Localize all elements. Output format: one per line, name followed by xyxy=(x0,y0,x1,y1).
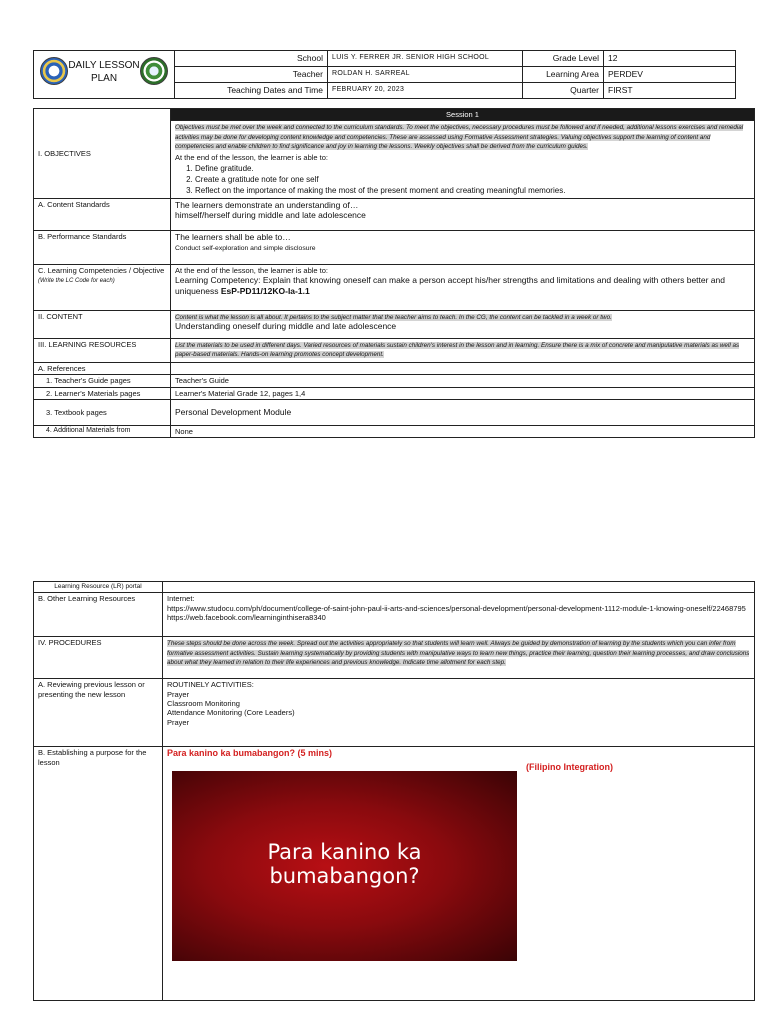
routine-item: Classroom Monitoring xyxy=(167,698,240,708)
objectives-note: Objectives must be met over the week and connected to the curriculum standards. To meet the objectives, necessary procedures must be followed and if needed, additional lessons exercises and remedial activities may be done for developing content knowledge and competencies. These are assessed using Formative Assessment strategies. Valuing objectives support the learning of content and competencies and enable children to find significance and joy in learning the lessons. Weekly objectives shall be derived from the curriculum guides. xyxy=(175,124,744,151)
purpose-label: B. Establishing a purpose for the lesson xyxy=(34,747,163,1001)
content-note: Content is what the lesson is all about. It pertains to the subject matter that the teacher aims to teach. In the CG, the content can be tackled in a week or two. xyxy=(175,313,612,321)
dates-value: FEBRUARY 20, 2023 xyxy=(328,83,523,99)
competencies-code: EsP-PD11/12KO-Ia-1.1 xyxy=(220,285,310,296)
references-label: A. References xyxy=(34,362,171,374)
brand-title xyxy=(68,60,140,85)
routinely-title: ROUTINELY ACTIVITIES: xyxy=(167,680,254,690)
additional-materials-label: 4. Additional Materials from xyxy=(34,425,171,437)
competencies-label-note: (Write the LC Code for each) xyxy=(38,278,115,285)
review-label: A. Reviewing previous lesson or presenting the new lesson xyxy=(34,679,163,747)
resources-note: List the materials to be used in different days. Varied resources of materials sustain children's interest in the lesson and in learning. Ensure there is a mix of concrete and manipulative materials as well as paper-based materials. Hands-on learning promotes concept development. xyxy=(175,341,740,359)
objectives-label: I. OBJECTIVES xyxy=(34,109,171,199)
performance-standards-line1: The learners shall be able to… xyxy=(175,231,291,242)
additional-materials-value: None xyxy=(171,425,755,437)
slide-image-text xyxy=(172,841,517,888)
textbook-label: 3. Textbook pages xyxy=(34,399,171,425)
objectives-intro: At the end of the lesson, the learner is able to: xyxy=(175,153,329,163)
objective-item: 3. Reflect on the importance of making the most of the present moment and creating meaningful memories. xyxy=(195,186,750,197)
content-cell xyxy=(171,310,755,338)
competencies-text-block xyxy=(175,275,750,296)
competencies-cell xyxy=(171,264,755,310)
textbook-value: Personal Development Module xyxy=(171,399,755,425)
other-resources-cell xyxy=(163,593,755,637)
competencies-intro: At the end of the lesson, the learner is able to: xyxy=(175,265,329,275)
teachers-guide-label: 1. Teacher's Guide pages xyxy=(34,375,171,387)
school-label: School xyxy=(175,51,328,67)
content-standards-line1: The learners demonstrate an understanding of… xyxy=(175,199,359,210)
slide-image xyxy=(172,771,517,961)
other-resources-label: B. Other Learning Resources xyxy=(34,593,163,637)
lr-portal-value xyxy=(163,582,755,593)
quarter-value: FIRST xyxy=(604,83,736,99)
procedures-cell xyxy=(163,637,755,679)
dates-label: Teaching Dates and Time xyxy=(175,83,328,99)
header-table xyxy=(33,50,736,99)
brand-line1: DAILY LESSON xyxy=(68,60,140,71)
performance-standards-label: B. Performance Standards xyxy=(34,230,171,264)
grade-label: Grade Level xyxy=(523,51,604,67)
competencies-label-cell xyxy=(34,264,171,310)
content-standards-label: A. Content Standards xyxy=(34,198,171,230)
learners-materials-value: Learner's Material Grade 12, pages 1,4 xyxy=(171,387,755,399)
content-label: II. CONTENT xyxy=(34,310,171,338)
quarter-label: Quarter xyxy=(523,83,604,99)
studocu-link[interactable]: https://www.studocu.com/ph/document/college-of-saint-john-paul-ii-arts-and-sciences/personal-development/personal-development-1112-module-1-knowing-oneself/22468795 xyxy=(167,603,746,613)
routine-item: Prayer xyxy=(167,689,190,699)
resources-cell xyxy=(171,338,755,362)
logo-cell xyxy=(34,51,175,99)
area-label: Learning Area xyxy=(523,67,604,83)
content-standards-cell xyxy=(171,198,755,230)
procedures-label: IV. PROCEDURES xyxy=(34,637,163,679)
slide-image-line2: bumabangon? xyxy=(269,863,420,888)
objective-item: 2. Create a gratitude note for one self xyxy=(195,175,750,186)
resources-label: III. LEARNING RESOURCES xyxy=(34,338,171,362)
lesson-table-page1 xyxy=(33,108,755,438)
lr-portal-label: Learning Resource (LR) portal xyxy=(34,582,163,593)
slide-image-line1: Para kanino ka xyxy=(267,840,422,864)
competencies-label: C. Learning Competencies / Objective xyxy=(38,265,165,275)
deped-seal-icon xyxy=(40,57,68,85)
competencies-text: Learning Competency: Explain that knowing oneself can make a person accept his/her strengths and limitations and dealing with others better and uniqueness xyxy=(175,275,725,296)
teachers-guide-value: Teacher's Guide xyxy=(171,375,755,387)
objective-item: 1. Define gratitude. xyxy=(195,164,750,175)
teacher-label: Teacher xyxy=(175,67,328,83)
procedures-note: These steps should be done across the week. Spread out the activities appropriately so that students will learn well. Always be guided by demonstration of learning by the students which you can infer from formative assessment activities. Sustain learning systematically by providing students with manipulative ways to learn new things, practice their learning, question their learning processes, and draw conclusions about what they learned in relation to their life experiences and previous knowledge. Indicate time allotment for each step. xyxy=(167,640,750,667)
school-value: LUIS Y. FERRER JR. SENIOR HIGH SCHOOL xyxy=(328,51,523,67)
objectives-cell xyxy=(171,121,755,198)
content-text: Understanding oneself during middle and late adolescence xyxy=(175,321,397,332)
facebook-link[interactable]: https://web.facebook.com/learninginthisera8340 xyxy=(167,612,326,622)
internet-label: Internet: xyxy=(167,594,195,604)
grade-value: 12 xyxy=(604,51,736,67)
teacher-value: ROLDAN H. SARREAL xyxy=(328,67,523,83)
routine-item: Prayer xyxy=(167,717,190,727)
filipino-integration-label: (Filipino Integration) xyxy=(526,762,613,772)
learners-materials-label: 2. Learner's Materials pages xyxy=(34,387,171,399)
purpose-title: Para kanino ka bumabangon? (5 mins) xyxy=(167,748,333,759)
performance-standards-cell xyxy=(171,230,755,264)
content-standards-line2: himself/herself during middle and late adolescence xyxy=(175,210,366,221)
review-cell xyxy=(163,679,755,747)
performance-standards-line2: Conduct self-exploration and simple disclosure xyxy=(175,245,316,253)
area-value: PERDEV xyxy=(604,67,736,83)
session-header: Session 1 xyxy=(171,109,755,121)
references-empty-cell xyxy=(171,362,755,374)
brand-line2: PLAN xyxy=(90,72,118,84)
objectives-list xyxy=(175,164,750,196)
routine-item: Attendance Monitoring (Core Leaders) xyxy=(167,708,295,718)
school-seal-icon xyxy=(140,57,168,85)
